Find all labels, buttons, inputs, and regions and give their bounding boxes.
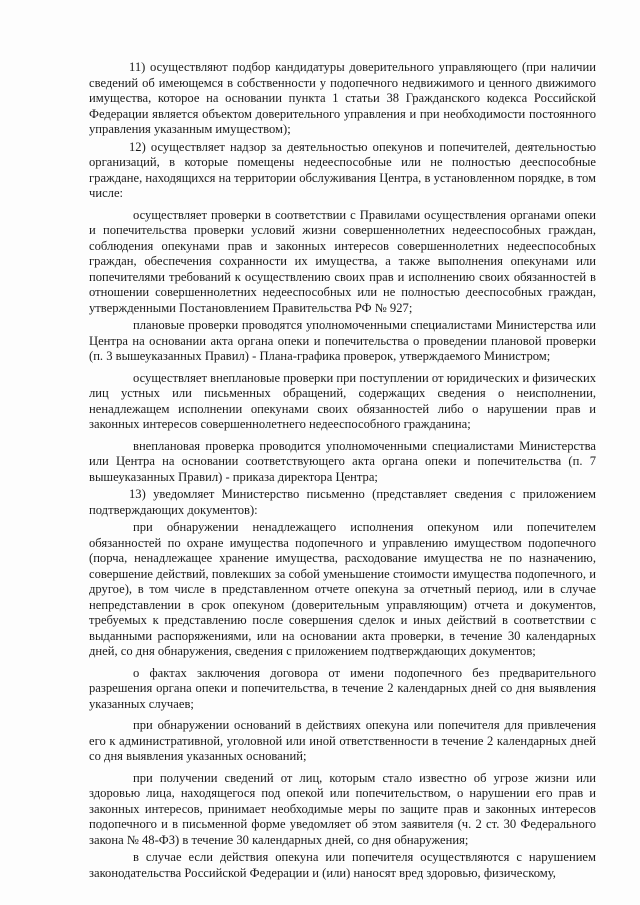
paragraph-item-12: 12) осуществляет надзор за деятельностью опекунов и попечителей, деятельностью организаций, в которые помещены недееспособные или не полностью дееспособные граждане, находящихся на территории обслуживания Центра, в установленном порядке, в том числе: <box>89 139 596 200</box>
paragraph-item-13: 13) уведомляет Министерство письменно (представляет сведения с приложением подтверждающих документов): <box>89 487 596 517</box>
paragraph-unplanned-checks: осуществляет внеплановые проверки при поступлении от юридических и физических лиц устных или письменных обращений, содержащих сведения о неисполнении, ненадлежащем исполнении опекунами своих обязанностей либо о нарушении прав и законных интересов совершеннолетнего недееспособного гражданина; <box>89 370 596 431</box>
paragraph-violation-case: в случае если действия опекуна или попечителя осуществляются с нарушением законодательства Российской Федерации и (или) наносят вред здоровью, физическому, <box>89 850 596 880</box>
paragraph-planned-checks: плановые проверки проводятся уполномоченными специалистами Министерства или Центра на основании акта органа опеки и попечительства о проведении плановой проверки (п. 3 вышеуказанных Правил) - Плана-графика проверок, утверждаемого Министром; <box>89 318 596 363</box>
paragraph-liability-grounds: при обнаружении оснований в действиях опекуна или попечителя для привлечения его к административной, уголовной или иной ответственности в течение 2 календарных дней со дня выявления указанных оснований; <box>89 718 596 763</box>
paragraph-threat-information: при получении сведений от лиц, которым стало известно об угрозе жизни или здоровью лица, находящегося под опекой или попечительством, о нарушении его прав и законных интересов, принимает необходимые меры по защите прав и законных интересов подопечного и в письменной форме уведомляет об этом заявителя (ч. 2 ст. 30 Федерального закона № 48-ФЗ) в течение 30 календарных дней, со дня обнаружения; <box>89 770 596 847</box>
paragraph-item-11: 11) осуществляют подбор кандидатуры доверительного управляющего (при наличии сведений об имеющемся в собственности у подопечного недвижимого и ценного движимого имущества, которое на основании пункта 1 статьи 38 Гражданского кодекса Российской Федерации является объектом доверительного управления и при необходимости постоянного управления указанным имуществом); <box>89 60 596 136</box>
paragraph-unplanned-check-basis: внеплановая проверка проводится уполномоченными специалистами Министерства или Центра на основании соответствующего акта органа опеки и попечительства (п. 7 вышеуказанных Правил) - приказа директора Центра; <box>89 438 596 484</box>
paragraph-improper-performance: при обнаружении ненадлежащего исполнения опекуном или попечителем обязанностей по охране имущества подопечного и управлению имуществом подопечного (порча, ненадлежащее хранение имущества, расходование имущества не по назначению, совершение действий, повлекших за собой уменьшение стоимости имущества подопечного, и другое), в том числе в представленном отчете опекуна за отчетный период, или в случае непредставлении в срок опекуном (доверительным управляющим) отчета и документов, требуемых к представлению после совершения сделок и иных действий в соответствии с выданными распоряжениями, или на основании акта проверки, в течение 30 календарных дней, со дня обнаружения, сведения с приложением подтверждающих документов; <box>89 520 596 658</box>
paragraph-contract-facts: о фактах заключения договора от имени подопечного без предварительного разрешения органа опеки и попечительства, в течение 2 календарных дней со дня выявления указанных случаев; <box>89 665 596 711</box>
paragraph-checks: осуществляет проверки в соответствии с Правилами осуществления органами опеки и попечительства проверки условий жизни совершеннолетних недееспособных граждан, соблюдения опекунами прав и законных интересов совершеннолетних недееспособных граждан, обеспечения сохранности их имущества, а также выполнения опекунами или попечителями требований к осуществлению своих прав и исполнению своих обязанностей в отношении совершеннолетних недееспособных или не полностью дееспособных граждан, утвержденными Постановлением Правительства РФ № 927; <box>89 207 596 315</box>
